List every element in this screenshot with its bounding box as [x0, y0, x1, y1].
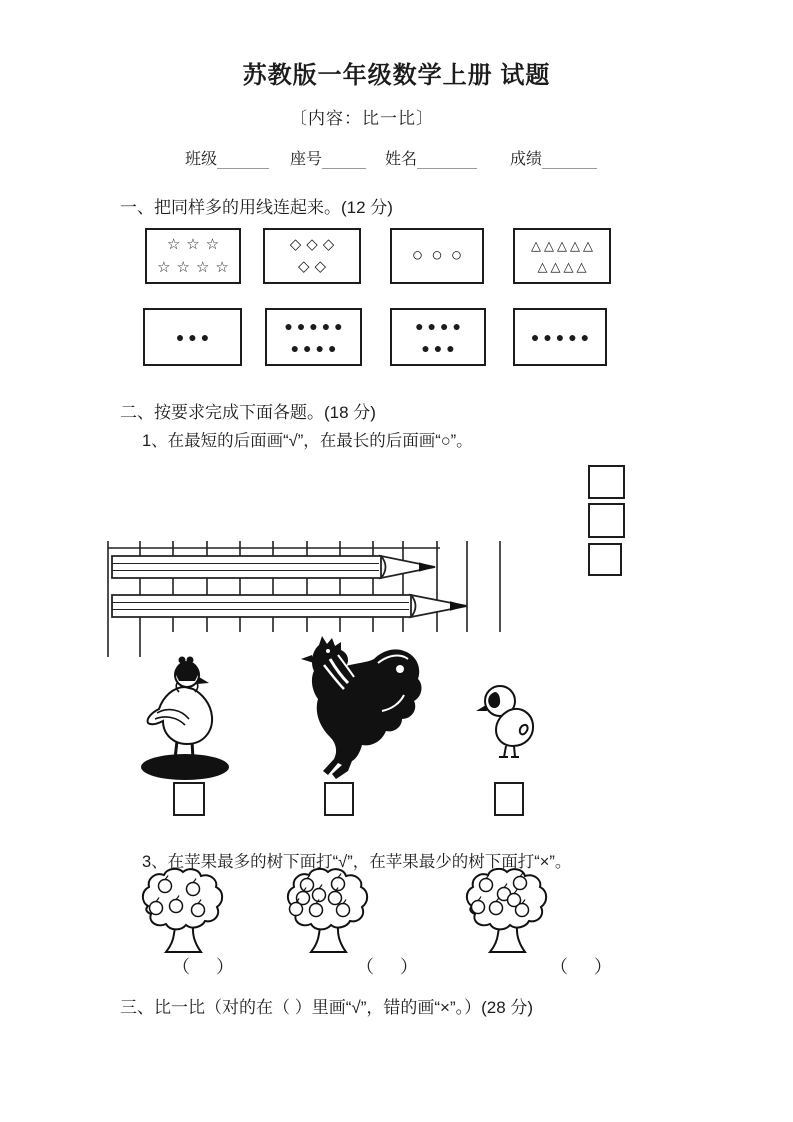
short-pencil [112, 556, 435, 578]
section2-item3-text: 3、在苹果最多的树下面打“√”，在苹果最少的树下面打“×”。 [142, 853, 572, 871]
glyph-row: ●●●● [290, 340, 341, 356]
field-class-blank[interactable] [217, 151, 269, 169]
apple-icon [192, 904, 205, 917]
hen-image [133, 653, 243, 785]
field-score-blank[interactable] [542, 151, 597, 169]
long-pencil [112, 595, 467, 617]
apple-icon [159, 880, 172, 893]
apple-tree-2 [283, 868, 378, 958]
pencil-answer-box-1[interactable] [588, 465, 625, 499]
field-seat [290, 146, 366, 169]
tree-answer-paren-2[interactable]: （ ） [356, 957, 422, 977]
shape-box-diamond-5[interactable] [263, 228, 361, 284]
field-name-blank[interactable] [417, 151, 477, 169]
apple-icon [490, 902, 503, 915]
field-seat-blank[interactable] [322, 151, 366, 169]
apple-icon [170, 900, 183, 913]
dot-box-dot-5[interactable] [513, 308, 607, 366]
tree-answer-paren-1[interactable]: （ ） [172, 957, 238, 977]
apple-icon [290, 903, 303, 916]
shape-box-star-7[interactable] [145, 228, 241, 284]
page-title: 苏教版一年级数学上册 试题 [242, 62, 551, 89]
glyph-row: ●●● [175, 329, 214, 345]
glyph-row: ☆☆☆☆ [157, 259, 235, 276]
apple-icon [337, 904, 350, 917]
field-score-label: 成绩 [510, 151, 543, 168]
field-name [385, 146, 477, 169]
glyph-row: ●●● [421, 340, 459, 356]
field-name-label: 姓名 [385, 151, 418, 168]
glyph-row: ●●●● [415, 318, 465, 334]
section2-item1-text: 1、在最短的后面画“√”，在最长的后面画“○”。 [142, 432, 473, 450]
field-class [185, 146, 269, 169]
section2-heading: 二、按要求完成下面各题。(18 分) [120, 403, 376, 422]
apple-icon [514, 877, 527, 890]
glyph-row: ●●●●● [284, 318, 347, 334]
apple-tree-3 [462, 868, 557, 958]
glyph-row: ◇◇◇ [289, 236, 340, 253]
apple-icon [187, 883, 200, 896]
animal-answer-box-1[interactable] [173, 782, 205, 816]
shape-box-triangle-9[interactable] [513, 228, 611, 284]
glyph-row: △△△△ [537, 259, 590, 274]
glyph-row: △△△△△ [531, 238, 596, 253]
glyph-row: ○○○ [411, 245, 471, 266]
apple-icon [472, 901, 485, 914]
chick-image [470, 678, 550, 763]
shape-box-circle-3[interactable] [390, 228, 484, 284]
field-class-label: 班级 [185, 151, 218, 168]
apple-icon [150, 902, 163, 915]
glyph-row: ●●●●● [530, 329, 594, 345]
apple-icon [329, 892, 342, 905]
apple-tree-1 [138, 868, 233, 958]
tree-answer-paren-3[interactable]: （ ） [550, 957, 616, 977]
pencil-answer-box-3[interactable] [588, 543, 622, 576]
rooster-image [286, 633, 426, 783]
apple-icon [480, 879, 493, 892]
section3-heading: 三、比一比（对的在（ ）里画“√”，错的画“×”。）(28 分) [120, 998, 534, 1017]
pencil-answer-box-2[interactable] [588, 503, 625, 538]
dot-box-dot-7[interactable] [390, 308, 486, 366]
apple-icon [516, 904, 529, 917]
glyph-row: ☆☆☆ [166, 236, 226, 253]
page-subtitle: 〔内容：比一比〕 [290, 109, 434, 128]
dot-box-dot-9[interactable] [265, 308, 362, 366]
field-seat-label: 座号 [290, 151, 323, 168]
glyph-row: ◇◇ [297, 258, 332, 275]
apple-icon [310, 904, 323, 917]
student-info-row [0, 146, 793, 170]
dot-box-dot-3[interactable] [143, 308, 242, 366]
apple-icon [301, 879, 314, 892]
animal-answer-box-2[interactable] [324, 782, 354, 816]
animal-answer-box-3[interactable] [494, 782, 524, 816]
section1-heading: 一、把同样多的用线连起来。(12 分) [120, 198, 393, 217]
field-score [510, 146, 597, 169]
